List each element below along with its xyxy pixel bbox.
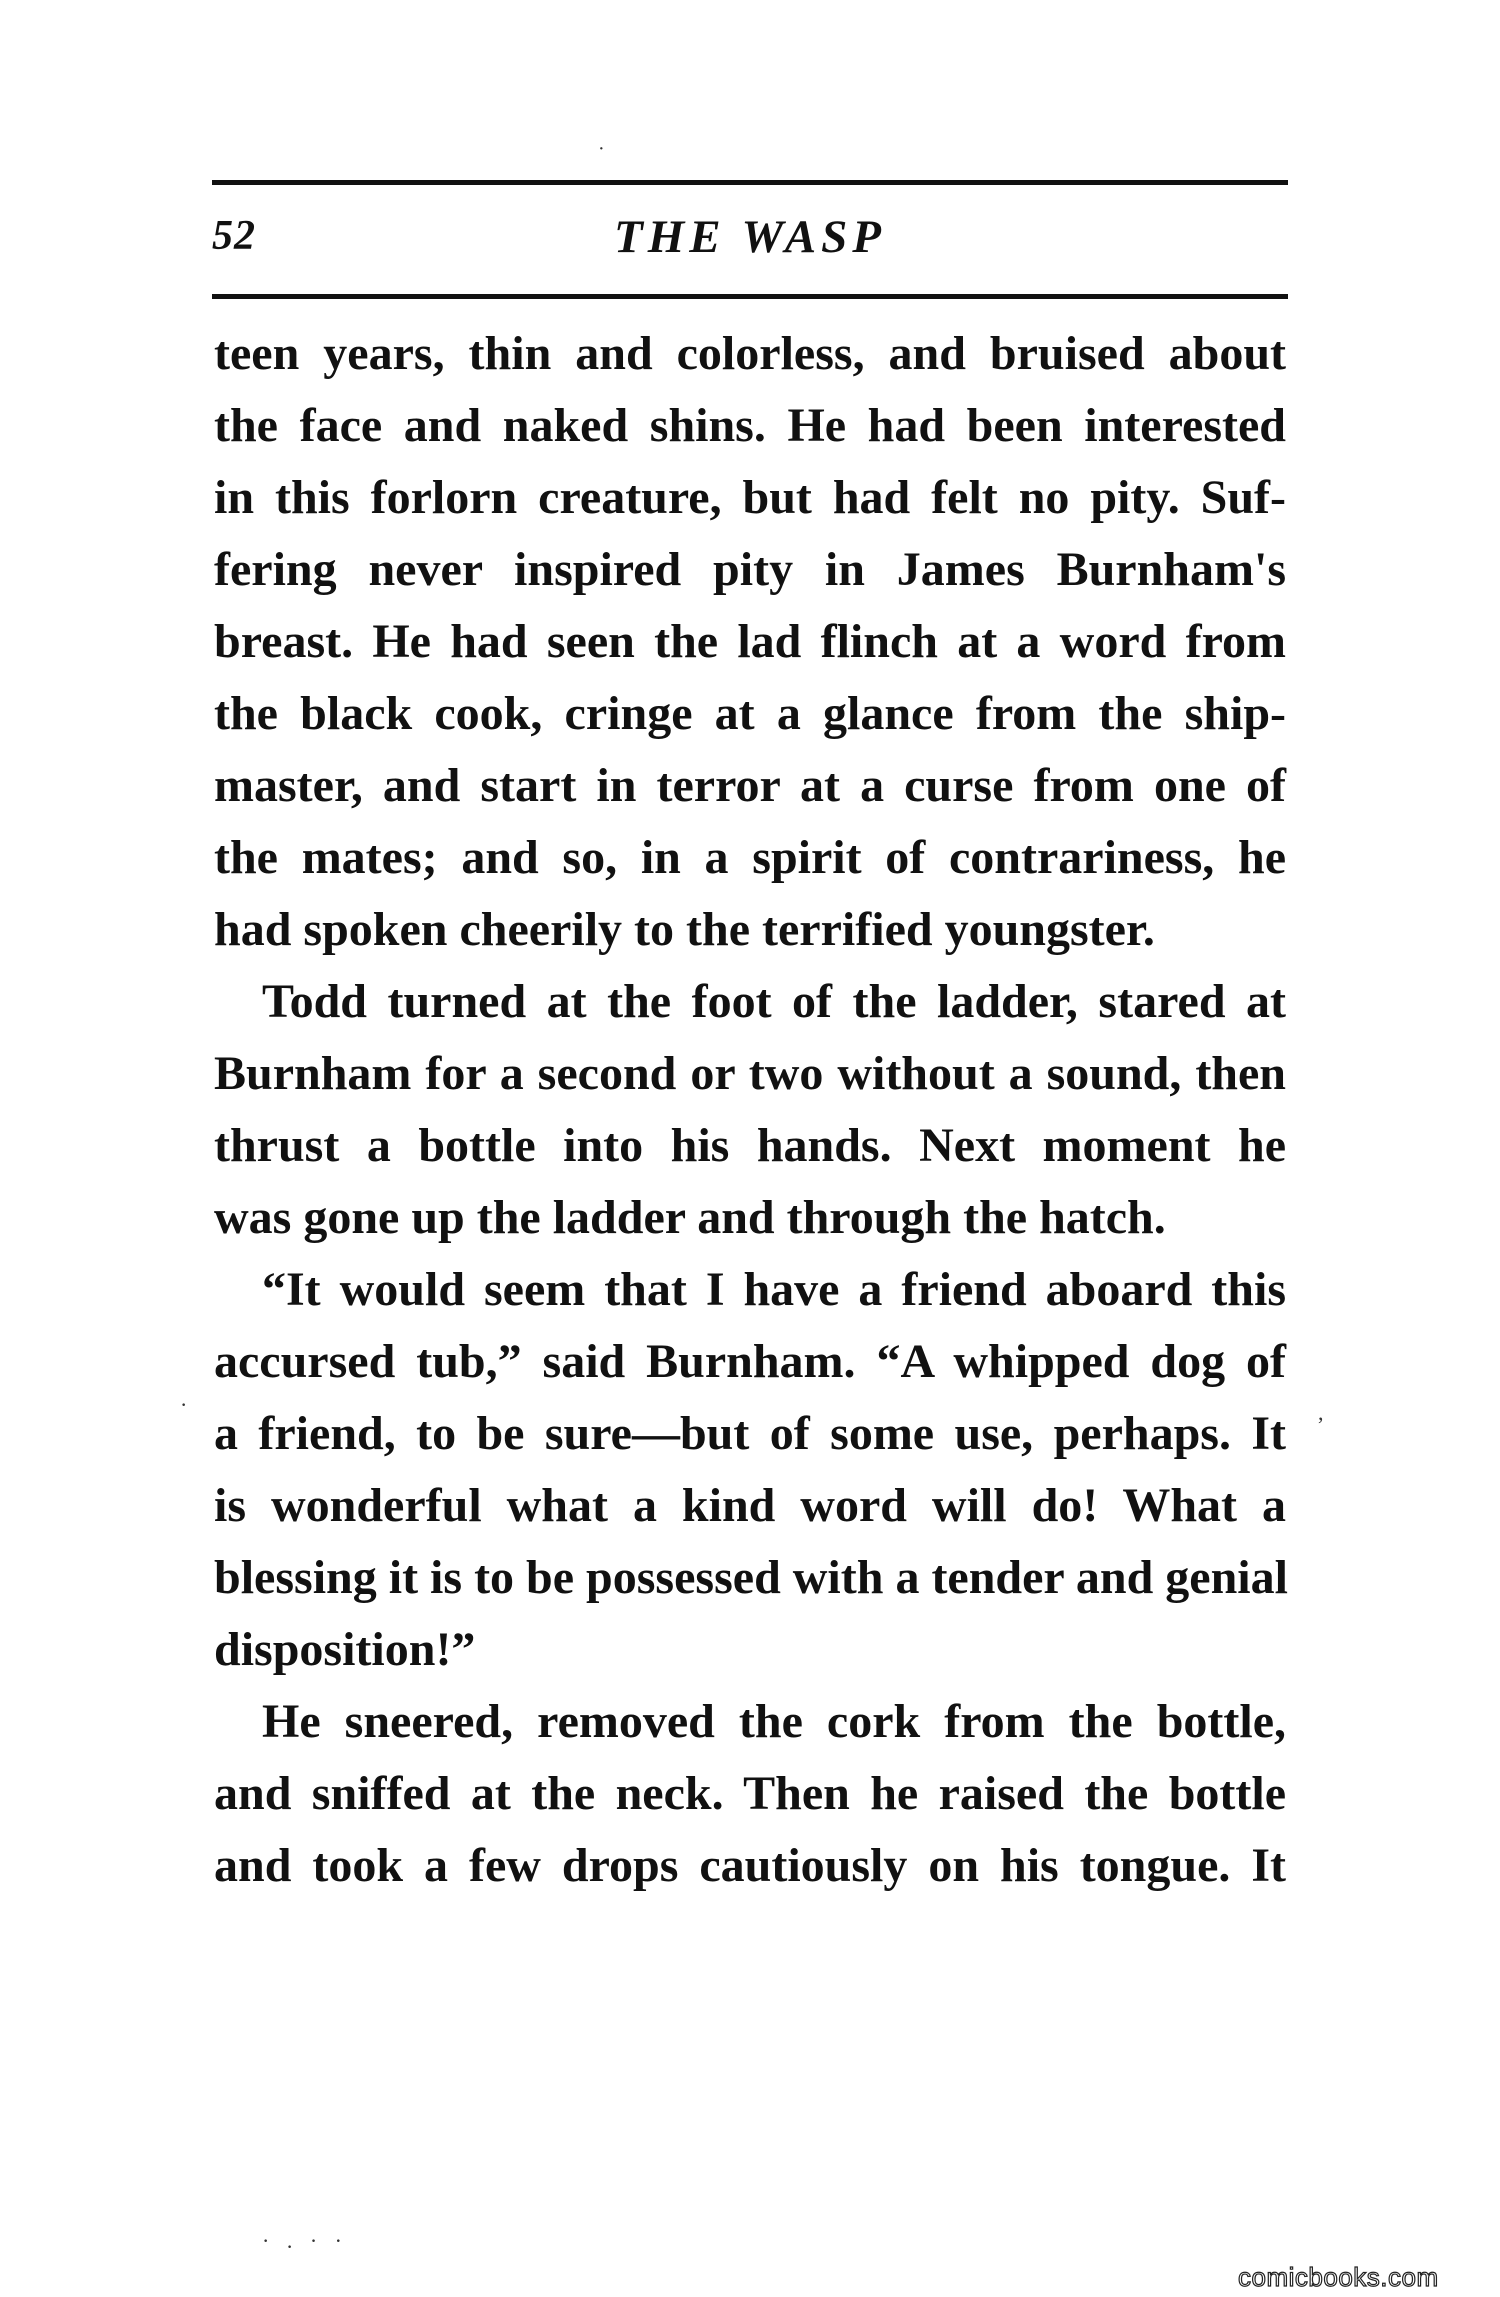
- margin-speck: ,: [1318, 1400, 1324, 1425]
- watermark: comicbooks.com: [1238, 2262, 1439, 2292]
- header-rule-bottom: [212, 294, 1288, 299]
- text-line: teen years, thin and colorless, and bruised about: [214, 327, 1286, 380]
- text-line: and took a few drops cautiously on his tongue. It: [214, 1839, 1286, 1892]
- text-line: the mates; and so, in a spirit of contrariness, he: [214, 831, 1286, 884]
- text-line: disposition!”: [214, 1623, 476, 1676]
- text-line: is wonderful what a kind word will do! What a: [214, 1479, 1286, 1532]
- text-line: fering never inspired pity in James Burnham's: [214, 543, 1286, 596]
- text-line: master, and start in terror at a curse from one of: [214, 759, 1286, 812]
- scan-specks: · . · ·: [262, 2228, 348, 2253]
- text-line: and sniffed at the neck. Then he raised the bottle: [214, 1767, 1286, 1820]
- text-line: blessing it is to be possessed with a tender and genial: [214, 1551, 1288, 1604]
- text-line: “It would seem that I have a friend aboard this: [262, 1263, 1286, 1316]
- text-line: He sneered, removed the cork from the bottle,: [262, 1695, 1286, 1748]
- margin-speck: ·: [180, 1392, 188, 1417]
- body-text: [214, 318, 1286, 1902]
- running-title: THE WASP: [613, 211, 887, 263]
- text-line: a friend, to be sure—but of some use, perhaps. It: [214, 1407, 1286, 1460]
- text-line: accursed tub,” said Burnham. “A whipped dog of: [214, 1335, 1286, 1388]
- stray-ink-mark: ·: [598, 138, 605, 160]
- text-line: Todd turned at the foot of the ladder, stared at: [262, 975, 1286, 1028]
- text-line: breast. He had seen the lad flinch at a word from: [214, 615, 1286, 668]
- text-line: in this forlorn creature, but had felt no pity. Suf-: [214, 471, 1286, 524]
- text-line: had spoken cheerily to the terrified youngster.: [214, 903, 1155, 956]
- text-line: the black cook, cringe at a glance from the ship-: [214, 687, 1286, 740]
- header-rule-top: [212, 180, 1288, 185]
- text-line: thrust a bottle into his hands. Next moment he: [214, 1119, 1286, 1172]
- text-line: was gone up the ladder and through the hatch.: [214, 1191, 1166, 1244]
- page-number: 52: [212, 213, 256, 259]
- text-line: Burnham for a second or two without a sound, then: [214, 1047, 1286, 1100]
- text-line: the face and naked shins. He had been interested: [214, 399, 1286, 452]
